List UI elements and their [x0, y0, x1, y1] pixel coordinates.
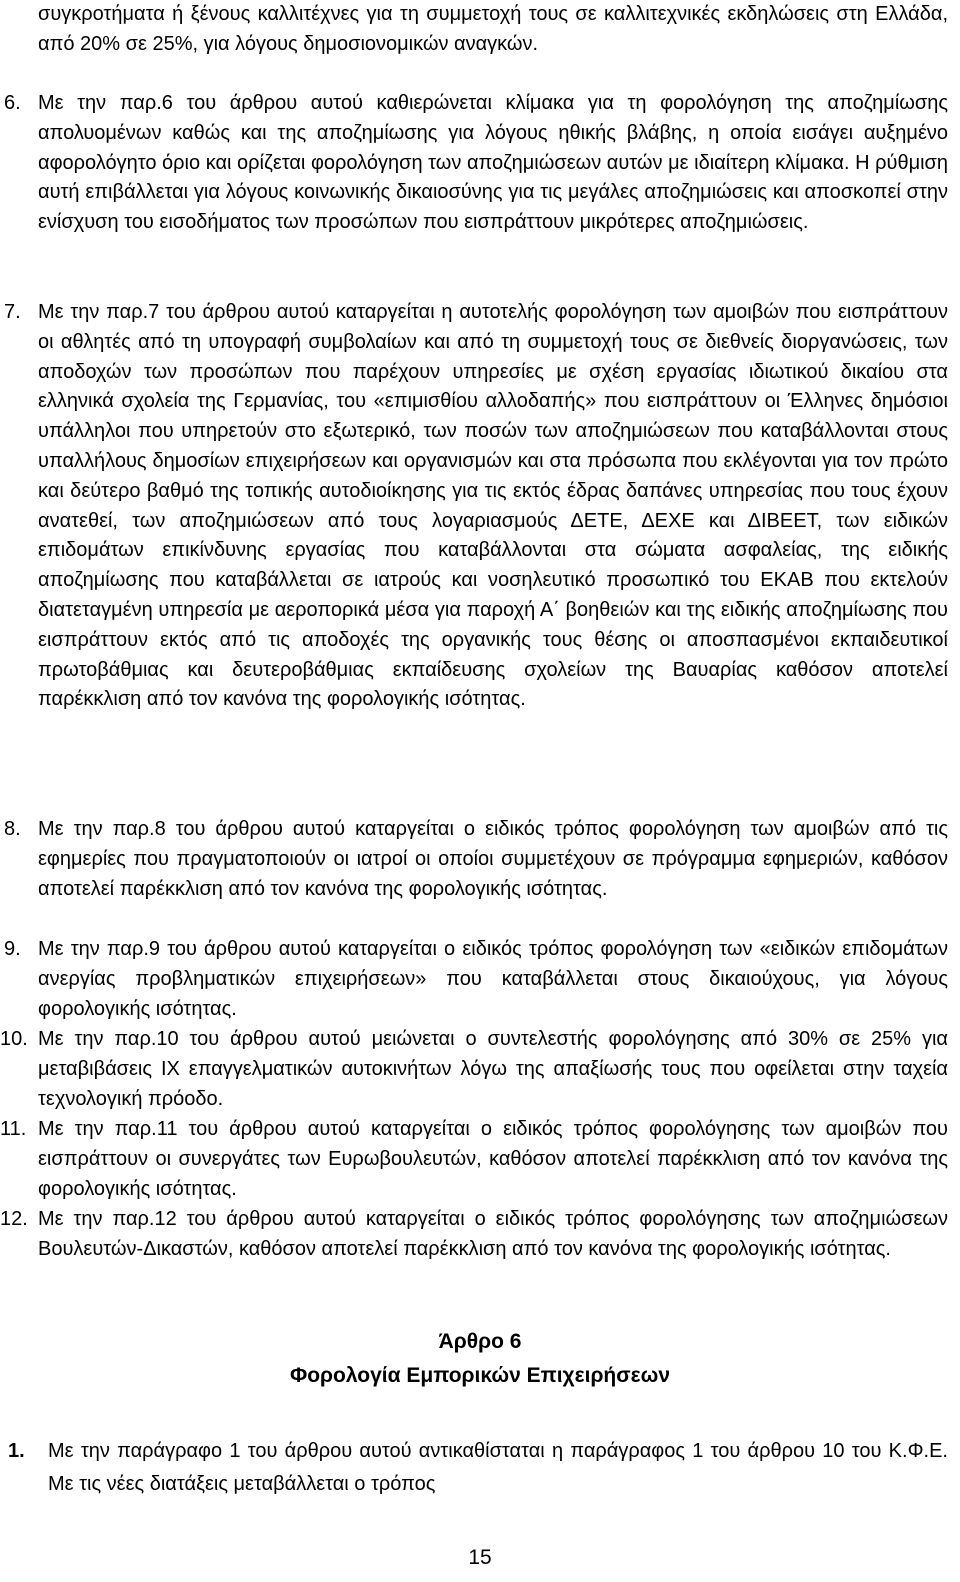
- item-number: 8.: [4, 818, 21, 840]
- item-number: 10.: [0, 1028, 28, 1050]
- page-number: 15: [468, 1546, 492, 1569]
- item-text: Με την παρ.10 του άρθρου αυτού μειώνεται ο συντελεστής φορολόγησης από 30% σε 25% για μεταβιβάσεις ΙΧ επαγγελματικών αυτοκινήτων λόγω της απαξίωσής τους που οφείλεται στην ταχεία τεχνολογική πρόοδο.: [38, 1028, 948, 1110]
- item-text: Με την παρ.8 του άρθρου αυτού καταργείται ο ειδικός τρόπος φορολόγηση των αμοιβών από τις εφημερίες που πραγματοποιούν οι ιατροί οι οποίοι συμμετέχουν σε πρόγραμμα εφημεριών, καθόσον αποτελεί παρέκκλιση από τον κανόνα της φορολογικής ισότητας.: [38, 818, 948, 900]
- item-text: Με την παρ.12 του άρθρου αυτού καταργείται ο ειδικός τρόπος φορολόγησης των αποζημιώσεων Βουλευτών-Δικαστών, καθόσον αποτελεί παρέκκλιση από τον κανόνα της φορολογικής ισότητας.: [38, 1208, 948, 1260]
- item-number: 6.: [4, 92, 21, 114]
- article-title: Άρθρο 6: [438, 1330, 522, 1353]
- item-text: Με την παρ.11 του άρθρου αυτού καταργείται ο ειδικός τρόπος φορολόγησης των αμοιβών που εισπράττουν οι συνεργάτες των Ευρωβουλευτών, καθόσον αποτελεί παρέκκλιση από τον κανόνα της φορολογικής ισότητας.: [38, 1118, 948, 1200]
- item-number: 9.: [4, 938, 21, 960]
- article-subtitle: Φορολογία Εμπορικών Επιχειρήσεων: [289, 1364, 671, 1387]
- item-number: 11.: [0, 1118, 27, 1140]
- item-text: Με την παράγραφο 1 του άρθρου αυτού αντικαθίσταται η παράγραφος 1 του άρθρου 10 του Κ.Φ.Ε. Με τις νέες διατάξεις μεταβάλλεται ο τρόπος: [48, 1440, 948, 1495]
- item-number: 12.: [0, 1208, 28, 1230]
- item-number: 7.: [4, 301, 21, 323]
- item-text: Με την παρ.7 του άρθρου αυτού καταργείται η αυτοτελής φορολόγηση των αμοιβών που εισπράττουν οι αθλητές από τη υπογραφή συμβολαίων και από τη συμμετοχή τους σε διεθνείς διοργανώσεις, των αποδοχών των προσώπων που παρέχουν υπηρεσίες με σχέση εργασίας ιδιωτικού δικαίου στα ελληνικά σχολεία της Γερμανίας, του «επιμισθίου αλλοδαπής» που εισπράττουν οι Έλληνες δημόσιοι υπάλληλοι που υπηρετούν στο εξωτερικό, των ποσών των αποζημιώσεων που καταβάλλονται στους υπαλλήλους δημοσίων επιχειρήσεων και οργανισμών και στα πρόσωπα που εκλέγονται για τον πρώτο και δεύτερο βαθμό της τοπικής αυτοδιοίκησης για τις εκτός έδρας δαπάνες υπηρεσίας που τους έχουν ανατεθεί, των αποζημιώσεων από τους λογαριασμούς ΔΕΤΕ, ΔΕΧΕ και ΔΙΒΕΕΤ, των ειδικών επιδομάτων επικίνδυνης εργασίας που καταβάλλονται στα σώματα ασφαλείας, της ειδικής αποζημίωσης που καταβάλλεται σε ιατρούς και νοσηλευτικό προσωπικό του ΕΚΑΒ που εκτελούν διατεταγμένη υπηρεσία με αεροπορικά μέσα για παροχή Α΄ βοηθειών και της ειδικής αποζημίωσης που εισπράττουν εκτός από τις αποδοχές της οργανικής τους θέσης οι αποσπασμένοι εκπαιδευτικοί πρωτοβάθμιας και δευτεροβάθμιας εκπαίδευσης σχολείων της Βαυαρίας καθόσον αποτελεί παρέκκλιση από τον κανόνα της φορολογικής ισότητας.: [38, 301, 948, 711]
- item-text: Με την παρ.6 του άρθρου αυτού καθιερώνεται κλίμακα για τη φορολόγηση της αποζημίωσης απολυομένων καθώς και της αποζημίωσης για λόγους ηθικής βλάβης, η οποία εισάγει αυξημένο αφορολόγητο όριο και ορίζεται φορολόγηση των αποζημιώσεων αυτών με ιδιαίτερη κλίμακα. Η ρύθμιση αυτή επιβάλλεται για λόγους κοινωνικής δικαιοσύνης για τις μεγάλες αποζημιώσεις και αποσκοπεί στην ενίσχυση του εισοδήματος των προσώπων που εισπράττουν μικρότερες αποζημιώσεις.: [38, 92, 948, 234]
- continuation-paragraph: συγκροτήματα ή ξένους καλλιτέχνες για τη συμμετοχή τους σε καλλιτεχνικές εκδηλώσεις στη Ελλάδα, από 20% σε 25%, για λόγους δημοσιονομικών αναγκών.: [38, 3, 948, 55]
- item-number: 1.: [8, 1440, 25, 1462]
- item-text: Με την παρ.9 του άρθρου αυτού καταργείται ο ειδικός τρόπος φορολόγηση των «ειδικών επιδομάτων ανεργίας προβληματικών επιχειρήσεων» που καταβάλλεται στους δικαιούχους, για λόγους φορολογικής ισότητας.: [38, 938, 948, 1020]
